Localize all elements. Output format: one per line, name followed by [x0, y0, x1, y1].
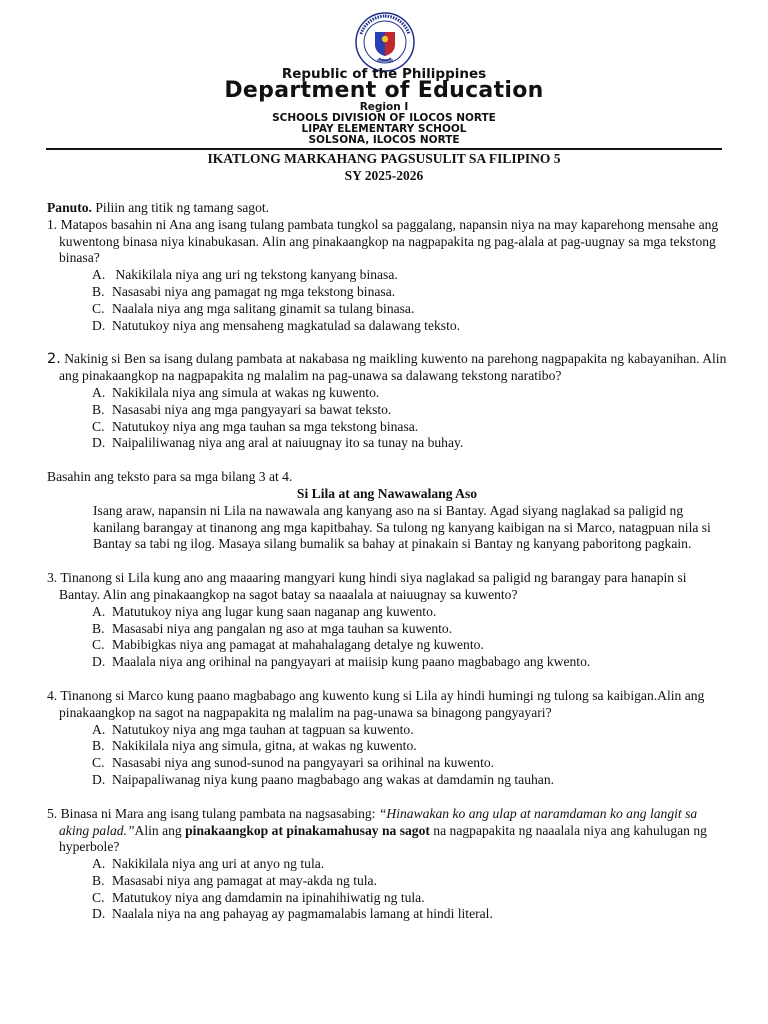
- division-heading: SCHOOLS DIVISION OF ILOCOS NORTE: [272, 112, 496, 124]
- option-label: A.: [92, 384, 106, 400]
- option-c[interactable]: [92, 637, 727, 654]
- question-text: Binasa ni Mara ang isang tulang pambata na nagsasabing:: [60, 805, 379, 821]
- question-emphasis: pinakaangkop at pinakamahusay na sagot: [185, 822, 430, 838]
- header-divider: [46, 148, 722, 150]
- option-a[interactable]: [92, 604, 727, 621]
- option-text: Natutukoy niya ang mga tauhan at tagpuan sa kuwento.: [112, 721, 414, 737]
- question-4: [47, 688, 727, 789]
- option-text: Nasasabi niya ang pamagat ng mga tekstong binasa.: [112, 283, 396, 299]
- option-label: D.: [92, 654, 106, 670]
- option-text: Masasabi niya ang pamagat at may-akda ng tula.: [112, 872, 377, 888]
- exam-title: IKATLONG MARKAHANG PAGSUSULIT SA FILIPINO 5: [207, 151, 561, 166]
- option-b[interactable]: [92, 402, 727, 419]
- option-text: Masasabi niya ang pangalan ng aso at mga tauhan sa kuwento.: [112, 620, 453, 636]
- option-text: Nakikilala niya ang uri ng tekstong kanyang binasa.: [112, 267, 398, 283]
- option-text: Naipaliliwanag niya ang aral at naiuugnay ito sa tunay na buhay.: [112, 435, 464, 451]
- option-text: Matutukoy niya ang damdamin na ipinahihiwatig ng tula.: [112, 889, 425, 905]
- option-d[interactable]: [92, 654, 727, 671]
- option-text: Nakikilala niya ang simula at wakas ng kuwento.: [112, 384, 380, 400]
- question-5: [47, 806, 727, 924]
- option-label: C.: [92, 300, 105, 316]
- option-label: A.: [92, 856, 106, 872]
- option-c[interactable]: [92, 890, 727, 907]
- region-heading: Region I: [359, 101, 409, 113]
- question-stem: [47, 351, 727, 385]
- option-b[interactable]: [92, 284, 727, 301]
- question-text: na nagpapakita ng naaalala niya ang kahulugan ng hyperbole?: [59, 822, 707, 855]
- option-b[interactable]: [92, 738, 727, 755]
- option-label: C.: [92, 418, 105, 434]
- option-label: B.: [92, 872, 105, 888]
- hyperbole-quote: “Hinawakan ko ang ulap at naramdaman ko ang langit sa aking palad.”: [59, 805, 698, 838]
- option-c[interactable]: [92, 755, 727, 772]
- question-2: [47, 351, 727, 452]
- reading-intro: Basahin ang teksto para sa mga bilang 3 at 4.: [47, 469, 293, 485]
- school-heading: LIPAY ELEMENTARY SCHOOL: [301, 123, 467, 135]
- option-label: A.: [92, 267, 106, 283]
- question-text: Alin ang: [134, 822, 186, 838]
- option-label: D.: [92, 317, 106, 333]
- question-number: 2.: [47, 351, 61, 368]
- deped-seal-logo: [355, 12, 415, 72]
- option-a[interactable]: [92, 385, 727, 402]
- option-b[interactable]: [92, 873, 727, 890]
- exam-content: [47, 200, 727, 923]
- option-label: D.: [92, 906, 106, 922]
- option-d[interactable]: [92, 435, 727, 452]
- story-title: Si Lila at ang Nawawalang Aso: [296, 485, 478, 501]
- option-a[interactable]: [92, 856, 727, 873]
- instructions-text: Piliin ang titik ng tamang sagot.: [91, 200, 270, 215]
- option-text: Nasasabi niya ang mga pangyayari sa bawat teksto.: [112, 401, 392, 417]
- option-text: Mabibigkas niya ang pamagat at mahahalagang detalye ng kuwento.: [112, 637, 484, 653]
- option-text: Nasasabi niya ang sunod-sunod na pangyayari sa orihinal na kuwento.: [112, 755, 495, 771]
- option-b[interactable]: [92, 621, 727, 638]
- option-label: B.: [92, 283, 105, 299]
- question-number: 4.: [47, 687, 58, 703]
- option-c[interactable]: [92, 301, 727, 318]
- option-a[interactable]: [92, 267, 727, 284]
- question-stem: [47, 570, 727, 604]
- question-stem: [47, 806, 727, 856]
- option-d[interactable]: [92, 906, 727, 923]
- option-label: D.: [92, 771, 106, 787]
- option-label: D.: [92, 435, 106, 451]
- question-3: [47, 570, 727, 671]
- option-label: C.: [92, 637, 105, 653]
- option-text: Natutukoy niya ang mga tauhan sa mga tekstong binasa.: [112, 418, 419, 434]
- option-d[interactable]: [92, 318, 727, 335]
- question-text: Nakinig si Ben sa isang dulang pambata at nakabasa ng maikling kuwento na parehong nagpapakita ng kabayanihan. Alin ang pinakaangkop na nagpapakita ng malalim na pag-unawa sa dalawang tekstong naratibo?: [59, 351, 727, 384]
- option-label: B.: [92, 738, 105, 754]
- instructions-label: Panuto.: [47, 200, 92, 215]
- question-text: Tinanong si Marco kung paano magbabago ang kuwento kung si Lila ay hindi humingi ng tulong sa kaibigan.Alin ang pinakaangkop na sagot na nagpapakita ng malalim na pag-unawa sa binagong pangyayari?: [59, 687, 705, 720]
- option-text: Nakikilala niya ang simula, gitna, at wakas ng kuwento.: [112, 738, 417, 754]
- option-label: A.: [92, 721, 106, 737]
- option-text: Natutukoy niya ang mensaheng magkatulad sa dalawang teksto.: [112, 317, 461, 333]
- republic-heading: Republic of the Philippines: [281, 66, 487, 82]
- story-body: Isang araw, napansin ni Lila na nawawala ang kanyang aso na si Bantay. Agad siyang naglakad sa paligid ng kanilang barangay at tinanong ang mga kapitbahay. Sa tulong ng kanyang kaibigan na si Marco, natagpuan nila si Bantay sa tabi ng ilog. Masaya silang bumalik sa bahay at pinakain si Bantay ng kanyang paboritong pagkain.: [93, 502, 711, 552]
- question-1: [47, 217, 727, 335]
- option-label: C.: [92, 889, 105, 905]
- option-text: Naalala niya na ang pahayag ay pagmamalabis lamang at hindi literal.: [112, 906, 493, 922]
- school-year: SY 2025-2026: [344, 168, 424, 183]
- question-stem: [47, 217, 727, 267]
- option-text: Matutukoy niya ang lugar kung saan naganap ang kuwento.: [112, 603, 437, 619]
- option-a[interactable]: [92, 722, 727, 739]
- question-number: 1.: [47, 216, 58, 232]
- instructions: [47, 200, 727, 217]
- department-heading: Department of Education: [224, 78, 544, 103]
- option-label: B.: [92, 401, 105, 417]
- question-text: Matapos basahin ni Ana ang isang tulang pambata tungkol sa paggalang, napansin niya na may kaparehong mensahe ang kuwentong binasa niya kinabukasan. Alin ang pinakaangkop na nagpapakita ng pag-alala at pag-uugnay sa mga tekstong binasa?: [59, 216, 719, 266]
- question-stem: [47, 688, 727, 722]
- option-text: Nakikilala niya ang uri at anyo ng tula.: [112, 856, 325, 872]
- option-label: A.: [92, 603, 106, 619]
- option-text: Naipapaliwanag niya kung paano magbabago ang wakas at damdamin ng tauhan.: [112, 771, 555, 787]
- question-number: 5.: [47, 805, 58, 821]
- option-text: Maalala niya ang orihinal na pangyayari at maiisip kung paano magbabago ang kwento.: [112, 654, 591, 670]
- option-c[interactable]: [92, 419, 727, 436]
- option-label: C.: [92, 755, 105, 771]
- question-number: 3.: [47, 570, 58, 586]
- option-d[interactable]: [92, 772, 727, 789]
- option-label: B.: [92, 620, 105, 636]
- option-text: Naalala niya ang mga salitang ginamit sa tulang binasa.: [112, 300, 415, 316]
- question-text: Tinanong si Lila kung ano ang maaaring mangyari kung hindi siya naglakad sa paligid ng barangay para hanapin si Bantay. Alin ang pinakaangkop na sagot batay sa naaalala at naiuugnay sa kuwento?: [59, 570, 687, 602]
- address-heading: SOLSONA, ILOCOS NORTE: [308, 134, 460, 146]
